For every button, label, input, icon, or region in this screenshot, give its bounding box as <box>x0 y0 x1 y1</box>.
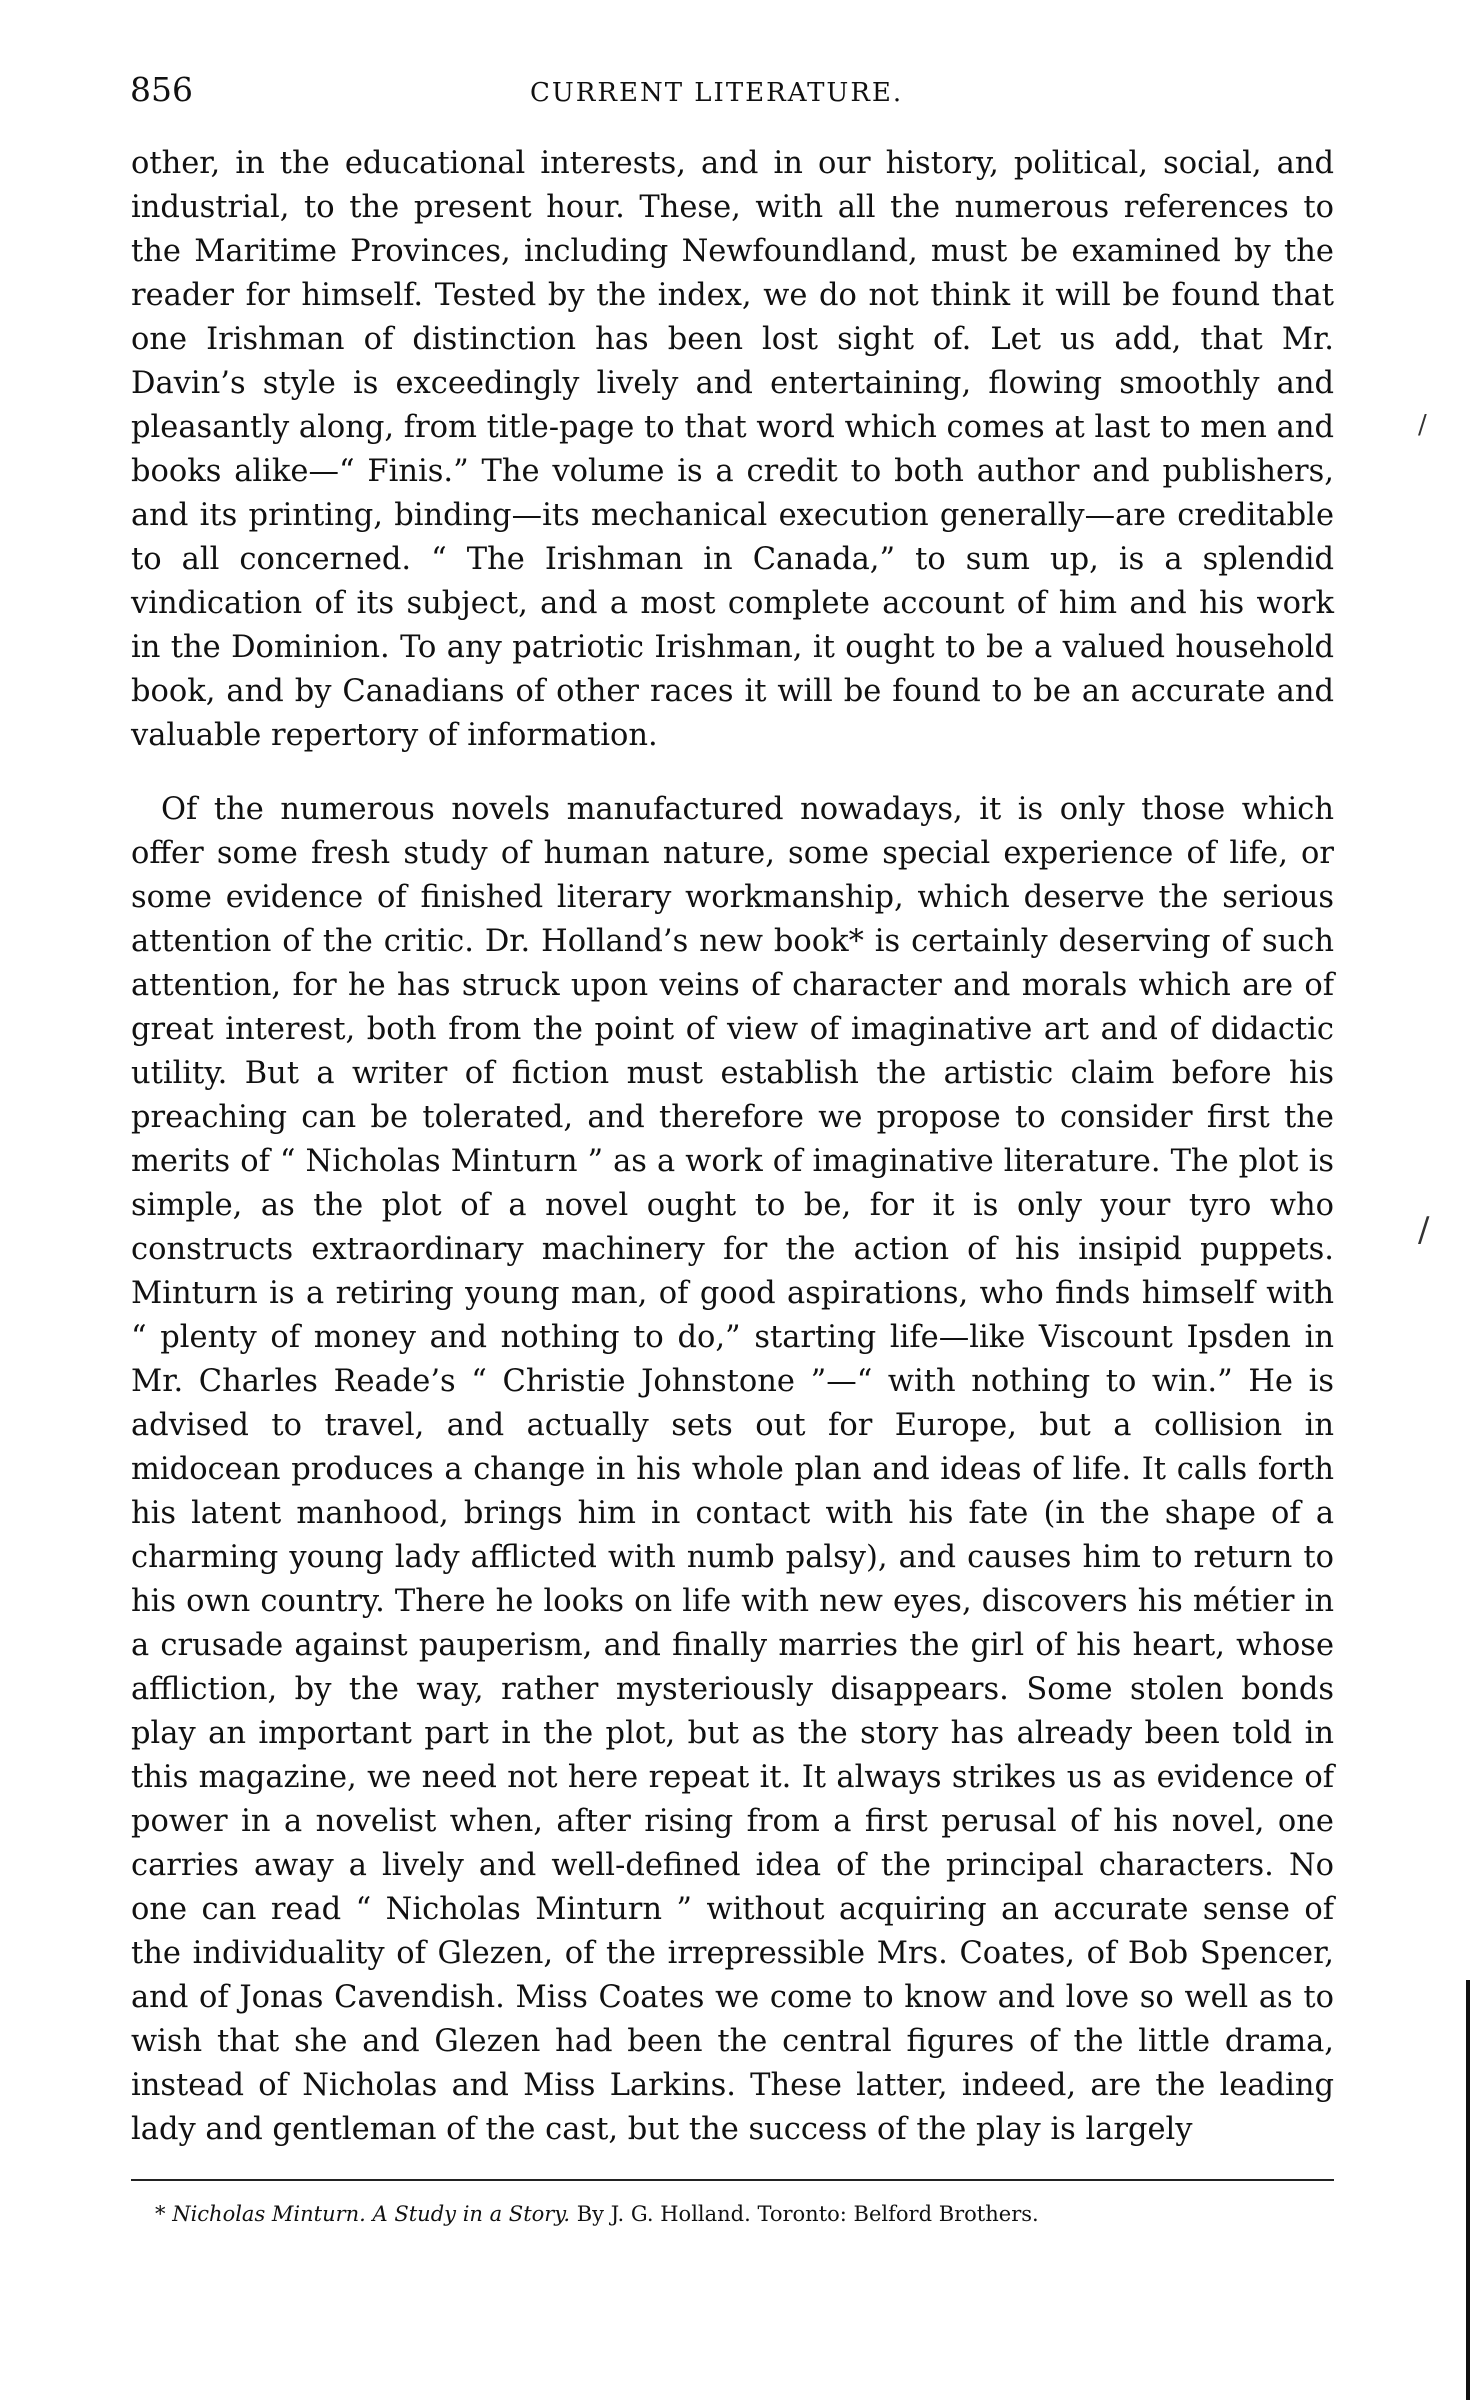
paragraph-2: Of the numerous novels manufactured nowadays, it is only those which offer some fresh study of human nature, some special experience of life, or some evidence of finished literary workmanship, which deserve the serious attention of the critic. Dr. Holland’s new book* is certainly deserving of such attention, for he has struck upon veins of character and morals which are of great interest, both from the point of view of imaginative art and of didactic utility. But a writer of fiction must establish the artistic claim before his preaching can be tolerated, and therefore we propose to consider first the merits of “ Nicholas Minturn ” as a work of imaginative literature. The plot is simple, as the plot of a novel ought to be, for it is only your tyro who constructs extraordinary machinery for the action of his insipid puppets. Minturn is a retiring young man, of good aspirations, who finds himself with “ plenty of money and nothing to do,” starting life—like Viscount Ipsden in Mr. Charles Reade’s “ Christie Johnstone ”—“ with nothing to win.” He is advised to travel, and actually sets out for Europe, but a collision in midocean produces a change in his whole plan and ideas of life. It calls forth his latent manhood, brings him in contact with his fate (in the shape of a charming young lady afflicted with numb palsy), and causes him to return to his own country. There he looks on life with new eyes, discovers his métier in a crusade against pauperism, and finally marries the girl of his heart, whose affliction, by the way, rather mysteriously disappears. Some stolen bonds play an important part in the plot, but as the story has already been told in this magazine, we need not here repeat it. It always strikes us as evidence of power in a novelist when, after rising from a first perusal of his novel, one carries away a lively and well-defined idea of the principal characters. No one can read “ Nicholas Minturn ” without acquiring an accurate sense of the individuality of Glezen, of the irrepressible Mrs. Coates, of Bob Spencer, and of Jonas Cavendish. Miss Coates we come to know and love so well as to wish that she and Glezen had been the central figures of the little drama, instead of Nicholas and Miss Larkins. These latter, indeed, are the leading lady and gentleman of the cast, but the success of the play is largely <box>131 792 1334 2147</box>
margin-mark: / <box>1418 410 1427 440</box>
footnote-marker: * <box>155 2202 166 2226</box>
footnote-title: Nicholas Minturn. A Study in a Story. <box>172 2202 571 2226</box>
page-number: 856 <box>130 70 193 109</box>
footnote-author: By J. G. Holland. <box>576 2202 751 2226</box>
footnote-publisher: Toronto: Belford Brothers. <box>757 2202 1039 2226</box>
paragraph-1: other, in the educational interests, and in our history, political, social, and industrial, to the present hour. These, with all the numerous references to the Maritime Provinces, including Newfoundland, must be examined by the reader for himself. Tested by the index, we do not think it will be found that one Irishman of distinction has been lost sight of. Let us add, that Mr. Davin’s style is exceedingly lively and entertaining, flowing smoothly and pleasantly along, from title-page to that word which comes at last to men and books alike—“ Finis.” The volume is a credit to both author and publishers, and its printing, binding—its mechanical execution generally—are creditable to all concerned. “ The Irishman in Canada,” to sum up, is a splendid vindication of its subject, and a most complete account of him and his work in the Dominion. To any patriotic Irishman, it ought to be a valued household book, and by Canadians of other races it will be found to be an accurate and valuable repertory of information. <box>131 146 1334 753</box>
page-header <box>130 70 1330 120</box>
running-title: CURRENT LITERATURE. <box>530 78 904 108</box>
margin-mark: / <box>1418 1210 1430 1250</box>
footnote-rule <box>131 2179 1334 2181</box>
footnote <box>155 2202 1335 2226</box>
scan-edge-line <box>1466 1980 1470 2400</box>
article-body <box>131 142 1334 2152</box>
